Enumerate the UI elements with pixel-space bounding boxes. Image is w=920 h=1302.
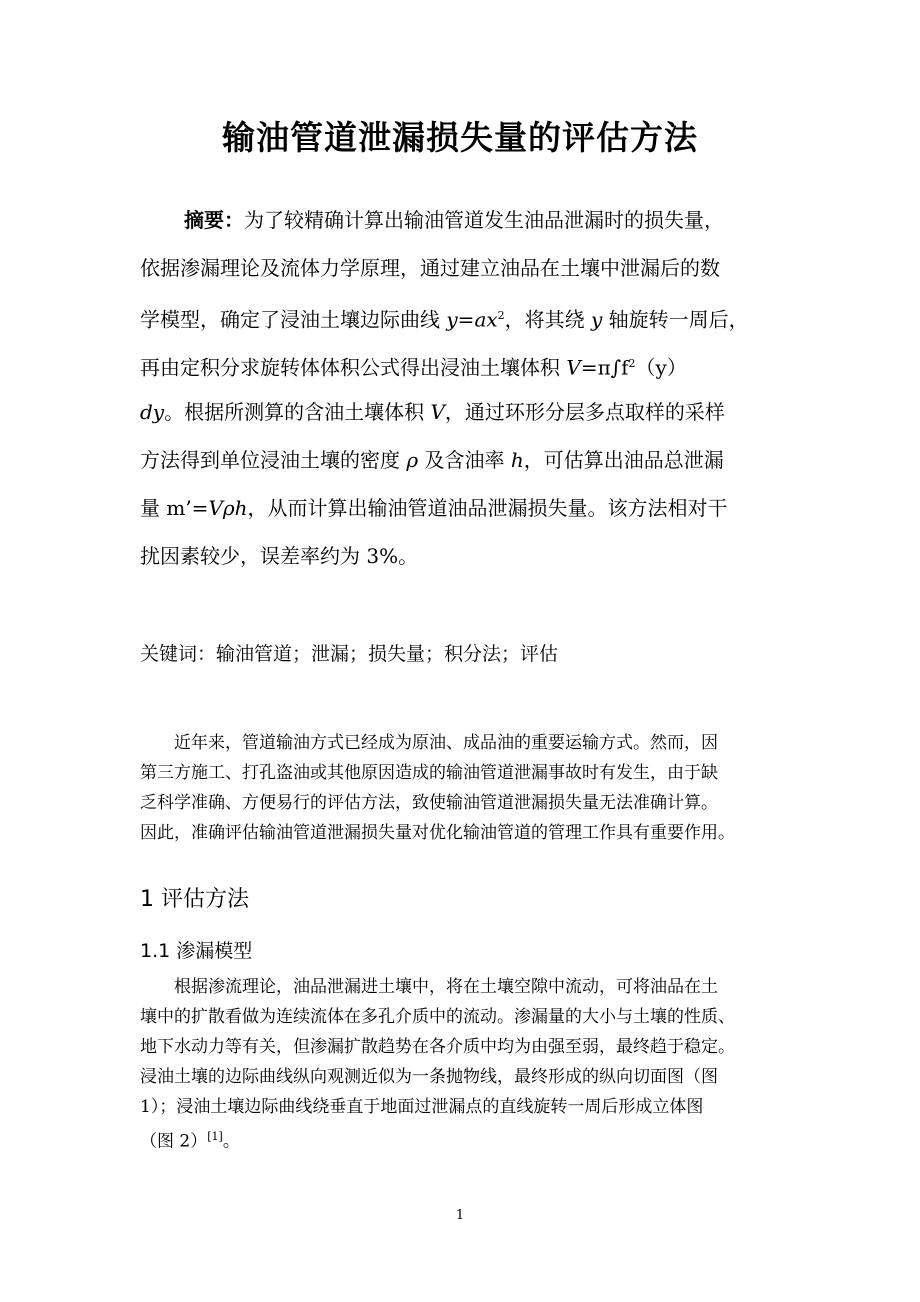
subsection-heading: 1.1 渗漏模型	[140, 940, 253, 962]
formula-var: y	[591, 307, 603, 332]
abstract-line	[140, 388, 780, 436]
abstract-text: 方法得到单位浸油土壤的密度	[140, 448, 407, 472]
paragraph-text: （图 2）	[140, 1131, 208, 1152]
abstract-text: ，可估算出油品总泄漏	[523, 448, 724, 472]
paragraph-line: 近年来，管道输油方式已经成为原油、成品油的重要运输方式。然而，因	[174, 733, 718, 753]
abstract-text: ，将其绕	[504, 307, 591, 332]
formula-var: h	[234, 496, 248, 520]
formula-op: =π∫f	[580, 355, 629, 380]
formula-var: V	[430, 400, 445, 424]
formula-var: ρ	[406, 448, 419, 472]
formula-var: V	[566, 355, 581, 380]
keywords: 关键词：输油管道；泄漏；损失量；积分法；评估	[140, 643, 559, 665]
paragraph-line: 因此，准确评估输油管道泄漏损失量对优化输油管道的管理工作具有重要作用。	[140, 823, 735, 843]
formula-text: （y）	[635, 355, 687, 380]
paragraph-text: 。	[222, 1131, 240, 1152]
page-title: 输油管道泄漏损失量的评估方法	[222, 118, 698, 157]
abstract-line	[140, 340, 780, 388]
paragraph-line: 浸油土壤的边际曲线纵向观测近似为一条抛物线，最终形成的纵向切面图（图	[140, 1067, 718, 1087]
formula-var: V	[208, 496, 223, 520]
paragraph-line: 地下水动力等有关，但渗漏扩散趋势在各介质中均为由强至弱，最终趋于稳定。	[140, 1037, 735, 1057]
abstract-line	[140, 484, 780, 532]
intro-paragraph	[140, 728, 780, 848]
section-heading: 1 评估方法	[140, 887, 249, 912]
paragraph-line: 1）；浸油土壤边际曲线绕垂直于地面过泄漏点的直线旋转一周后形成立体图	[140, 1097, 704, 1117]
abstract-text: 再由定积分求旋转体体积公式得出浸油土壤体积	[140, 355, 567, 380]
abstract-line	[140, 436, 780, 484]
paragraph-line: 第三方施工、打孔盗油或其他原因造成的输油管道泄漏事故时有发生，由于缺	[140, 763, 718, 783]
formula-var: ρ	[222, 496, 235, 520]
abstract-text: 及含油率	[418, 448, 511, 472]
formula-var: dy	[140, 400, 165, 424]
paragraph-line: 根据渗流理论，油品泄漏进土壤中，将在土壤空隙中流动，可将油品在土	[174, 977, 718, 997]
abstract-line: 依据渗漏理论及流体力学原理，通过建立油品在土壤中泄漏后的数	[140, 256, 720, 280]
abstract	[140, 196, 780, 580]
formula-op: =	[457, 307, 475, 332]
abstract-text: 。根据所测算的含油土壤体积	[164, 400, 431, 424]
abstract-line	[140, 292, 780, 340]
formula-var: h	[510, 448, 524, 472]
abstract-line: 扰因素较少，误差率约为 3%。	[140, 544, 419, 568]
section-paragraph	[140, 972, 780, 1152]
page-number: 1	[455, 1208, 465, 1223]
abstract-text: 为了较精确计算出输油管道发生油品泄漏时的损失量，	[244, 208, 724, 232]
abstract-text: ，通过环形分层多点取样的采样	[444, 400, 725, 424]
formula-var: ax	[474, 307, 498, 332]
abstract-text: 学模型，确定了浸油土壤边际曲线	[140, 307, 447, 332]
formula-var: y	[446, 307, 458, 332]
abstract-text: 量 m’=	[140, 496, 209, 520]
citation-ref[interactable]: [1]	[207, 1130, 223, 1143]
formula-exponent: 2	[628, 357, 636, 370]
paragraph-line	[140, 1122, 780, 1152]
paragraph-line: 壤中的扩散看做为连续流体在多孔介质中的流动。渗漏量的大小与土壤的性质、	[140, 1007, 735, 1027]
abstract-text: ，从而计算出输油管道油品泄漏损失量。该方法相对干	[247, 496, 728, 520]
abstract-line	[140, 196, 780, 244]
paragraph-line: 乏科学准确、方便易行的评估方法，致使输油管道泄漏损失量无法准确计算。	[140, 793, 718, 813]
formula-exponent: 2	[497, 309, 505, 322]
abstract-text: 轴旋转一周后，	[602, 307, 749, 332]
abstract-label: 摘要：	[184, 208, 244, 232]
